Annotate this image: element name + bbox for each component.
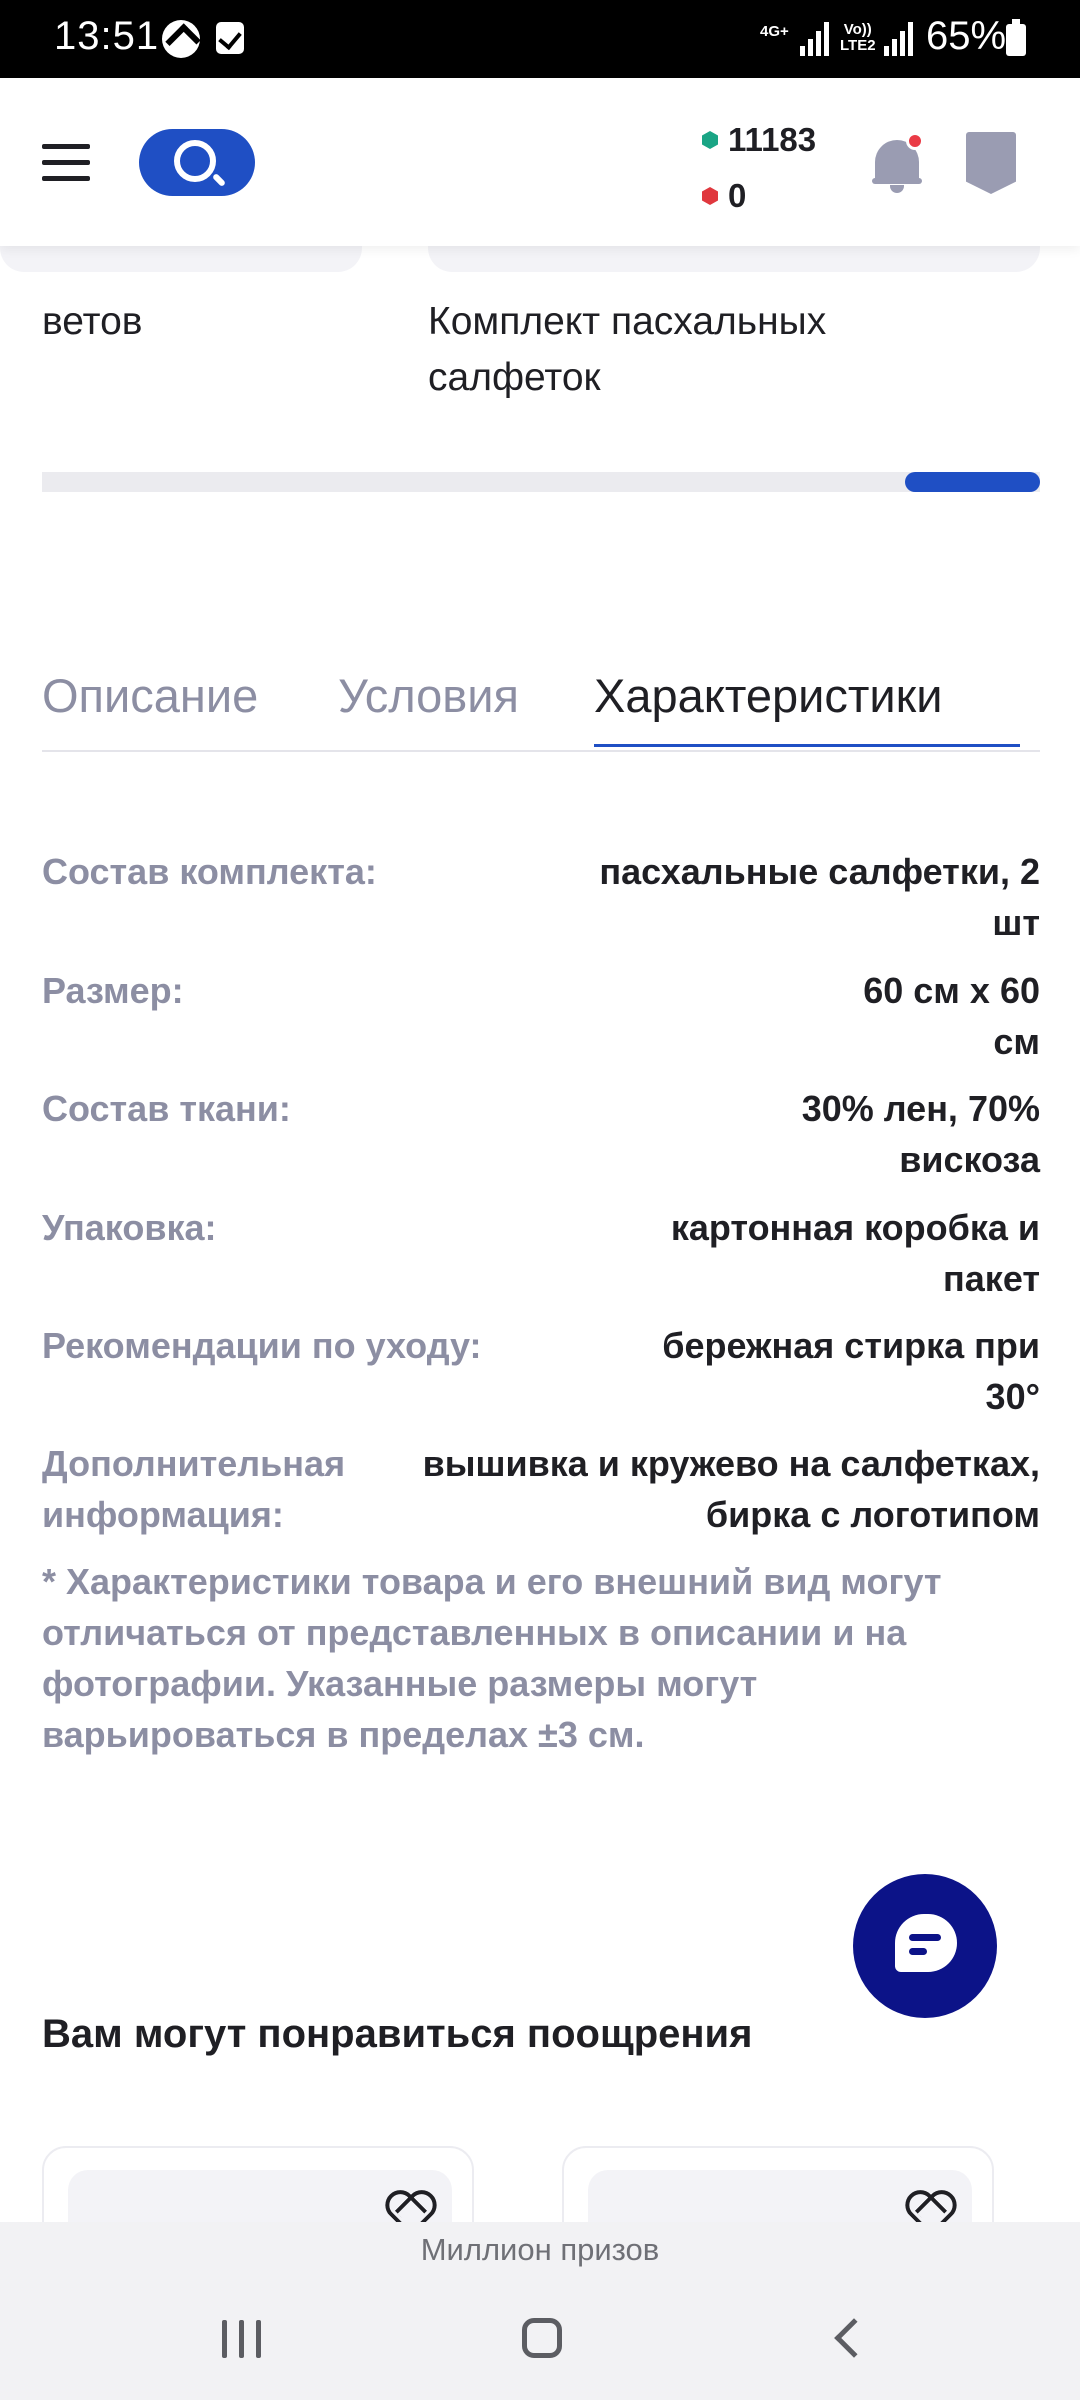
tab-description[interactable]: Описание <box>42 669 259 722</box>
site-label: Миллион призов <box>420 2232 660 2267</box>
spec-value: 30% лен, 70% вискоза <box>801 1088 1040 1180</box>
home-icon[interactable] <box>522 2318 562 2358</box>
product-tabs <box>42 660 1040 752</box>
lte-label <box>840 22 876 54</box>
specs-disclaimer: * Характеристики товара и его внешний вид могут отличаться от представленных в описании и на фотографии. Указанные размеры могут варьироваться в пределах ±3 см. <box>42 1561 942 1755</box>
spec-label: Состав комплекта: <box>42 851 377 892</box>
tab-characteristics[interactable]: Характеристики <box>594 669 943 722</box>
signal-2-icon <box>884 22 916 56</box>
chat-bubble-icon <box>895 1914 957 1972</box>
spec-value: пасхальные салфетки, 2 шт <box>599 851 1040 943</box>
app-header <box>0 78 1080 246</box>
notification-dot <box>906 132 924 150</box>
carousel-card-left-title[interactable]: ветов <box>42 300 143 343</box>
carousel-card-right-title[interactable] <box>428 294 826 406</box>
red-points-row <box>702 168 816 224</box>
card-title-line2: салфеток <box>428 356 601 399</box>
points-balance[interactable] <box>702 112 816 224</box>
recent-apps-icon[interactable] <box>222 2320 262 2358</box>
carousel-scroll-indicator <box>42 472 1040 492</box>
red-points-value: 0 <box>728 177 747 214</box>
active-tab-indicator <box>594 744 1020 747</box>
network-type-label: 4G+ <box>760 23 789 40</box>
recommendations-title: Вам могут понравиться поощрения <box>42 2012 753 2056</box>
battery-percent: 65% <box>926 14 1007 58</box>
spec-value: бережная стирка при 30° <box>662 1325 1040 1417</box>
status-time: 13:51 <box>54 14 160 58</box>
spec-value: вышивка и кружево на салфетках, бирка с логотипом <box>422 1443 1040 1535</box>
carousel-scroll-thumb <box>905 472 1040 492</box>
spec-label: Размер: <box>42 970 184 1011</box>
spec-label: Рекомендации по уходу: <box>42 1325 482 1366</box>
back-icon[interactable] <box>834 2318 874 2358</box>
bottom-navigation-bar <box>0 2222 1080 2400</box>
status-bar <box>0 0 1080 78</box>
checkbox-notification-icon <box>216 22 244 54</box>
signal-icon <box>800 22 832 56</box>
spec-label: Состав ткани: <box>42 1088 291 1129</box>
spec-value: картонная коробка и пакет <box>670 1207 1040 1299</box>
spec-label: Упаковка: <box>42 1207 217 1248</box>
profile-badge-icon[interactable] <box>966 132 1016 194</box>
search-button[interactable] <box>139 129 255 196</box>
tab-conditions[interactable]: Условия <box>338 669 519 722</box>
card-title-line1: Комплект пасхальных <box>428 300 827 343</box>
battery-icon <box>1006 24 1026 56</box>
green-points-row <box>702 112 816 168</box>
green-points-value: 11183 <box>728 121 817 158</box>
spec-value: 60 см x 60 см <box>863 970 1040 1062</box>
search-icon <box>174 140 216 182</box>
red-gem-icon <box>702 187 718 205</box>
hamburger-menu-icon[interactable] <box>42 144 90 182</box>
notifications-bell-icon[interactable] <box>872 132 922 194</box>
app-notification-icon <box>162 20 200 58</box>
lte2-label: LTE2 <box>840 37 876 54</box>
chat-support-button[interactable] <box>853 1874 997 2018</box>
volte-label: Vo)) <box>843 21 872 38</box>
spec-label: Дополнительная информация: <box>42 1443 346 1535</box>
green-gem-icon <box>702 131 718 149</box>
